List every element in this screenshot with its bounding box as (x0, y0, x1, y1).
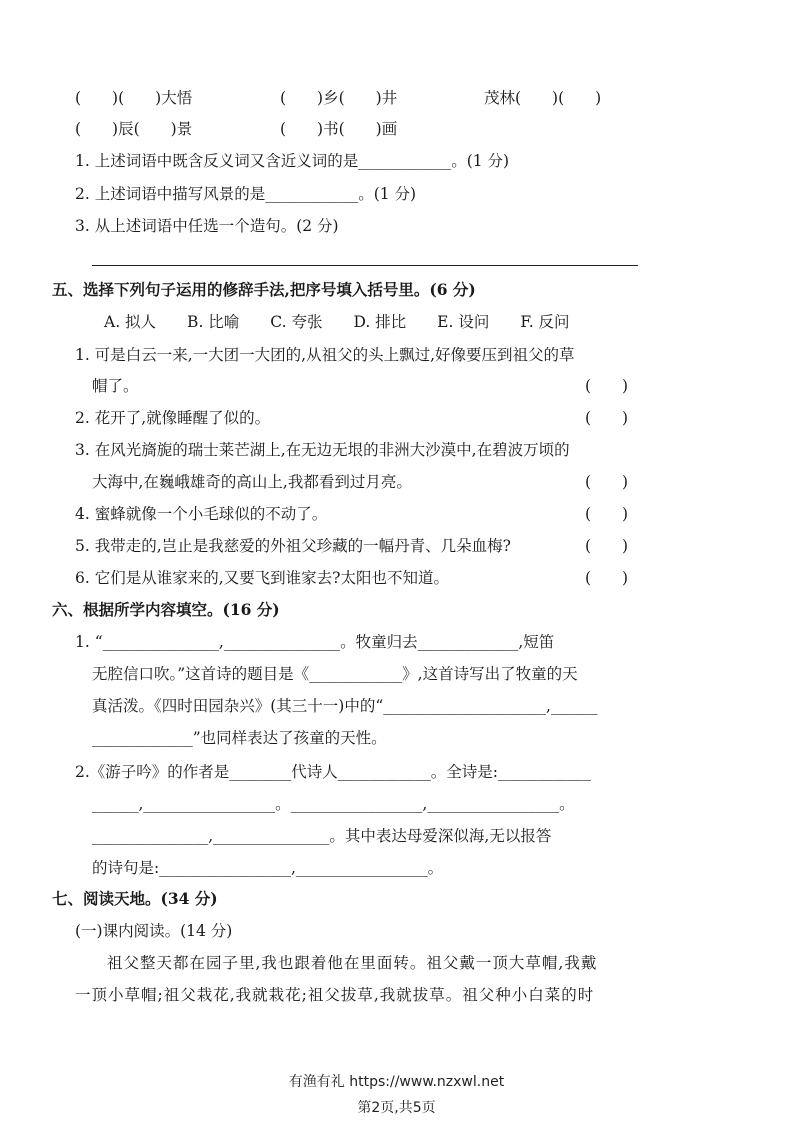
fill-line-4: _____________”也同样表达了孩童的天性。 (92, 729, 387, 747)
question-1: 1. 上述词语中既含反义词又含近义词的是____________。(1 分) (75, 152, 510, 170)
answer-bracket-3[interactable]: ( ) (585, 473, 629, 491)
answer-bracket-4[interactable]: ( ) (585, 505, 629, 523)
footer-page-number: 第2页,共5页 (357, 1100, 436, 1116)
passage-line-2: 一顶小草帽;祖父栽花,我就栽花;祖父拔草,我就拔草。祖父种小白菜的时 (75, 986, 595, 1004)
footer-site: 有渔有礼 https://www.nzxwl.net (288, 1074, 505, 1090)
word-blank-1: ( )( )大悟 (75, 89, 193, 107)
answer-bracket-5[interactable]: ( ) (585, 537, 629, 555)
answer-line[interactable] (92, 265, 638, 266)
fill-line-1: 1. “_______________,_______________。牧童归去_____________,短笛 (75, 633, 555, 651)
fill-line-3: 真活泼。《四时田园杂兴》(其三十一)中的“_____________________,______ (92, 697, 598, 715)
answer-bracket-6[interactable]: ( ) (585, 569, 629, 587)
item-1-line-1: 1. 可是白云一来,一大团一大团的,从祖父的头上飘过,好像要压到祖父的草 (75, 346, 575, 364)
fill-line-6: ______,_________________。_________________,_________________。 (92, 795, 575, 813)
section-6-title: 六、根据所学内容填空。(16 分) (52, 600, 280, 619)
word-blank-5: ( )书( )画 (280, 120, 398, 138)
item-3-line-2: 大海中,在巍峨雄奇的高山上,我都看到过月亮。 (92, 473, 412, 491)
item-6: 6. 它们是从谁家来的,又要飞到谁家去?太阳也不知道。 (75, 569, 449, 587)
word-blank-2: ( )乡( )井 (280, 89, 398, 107)
word-blank-3: 茂林( )( ) (484, 89, 602, 107)
item-1-line-2: 帽了。 (92, 377, 139, 395)
section-7-title: 七、阅读天地。(34 分) (52, 889, 218, 908)
word-blank-4: ( )辰( )景 (75, 120, 193, 138)
rhetoric-options: A. 拟人 B. 比喻 C. 夸张 D. 排比 E. 设问 F. 反问 (104, 313, 570, 331)
fill-line-7: _______________,_______________。其中表达母爱深似海,无以报答 (92, 827, 552, 845)
section-5-title: 五、选择下列句子运用的修辞手法,把序号填入括号里。(6 分) (52, 280, 476, 299)
question-3: 3. 从上述词语中任选一个造句。(2 分) (75, 217, 339, 235)
item-5: 5. 我带走的,岂止是我慈爱的外祖父珍藏的一幅丹青、几朵血梅? (75, 537, 511, 555)
fill-line-5: 2.《游子吟》的作者是________代诗人____________。全诗是:____________ (75, 763, 592, 781)
question-2: 2. 上述词语中描写风景的是____________。(1 分) (75, 185, 417, 203)
passage-line-1: 祖父整天都在园子里,我也跟着他在里面转。祖父戴一顶大草帽,我戴 (107, 954, 598, 972)
answer-bracket-2[interactable]: ( ) (585, 409, 629, 427)
item-3-line-1: 3. 在风光旖旎的瑞士莱芒湖上,在无边无垠的非洲大沙漠中,在碧波万顷的 (75, 441, 570, 459)
item-4: 4. 蜜蜂就像一个小毛球似的不动了。 (75, 505, 328, 523)
fill-line-8: 的诗句是:_________________,_________________。 (92, 859, 444, 877)
fill-line-2: 无腔信口吹。”这首诗的题目是《____________》,这首诗写出了牧童的天 (92, 665, 578, 683)
subsection-title: (一)课内阅读。(14 分) (75, 922, 233, 940)
item-2: 2. 花开了,就像睡醒了似的。 (75, 409, 271, 427)
answer-bracket-1[interactable]: ( ) (585, 377, 629, 395)
